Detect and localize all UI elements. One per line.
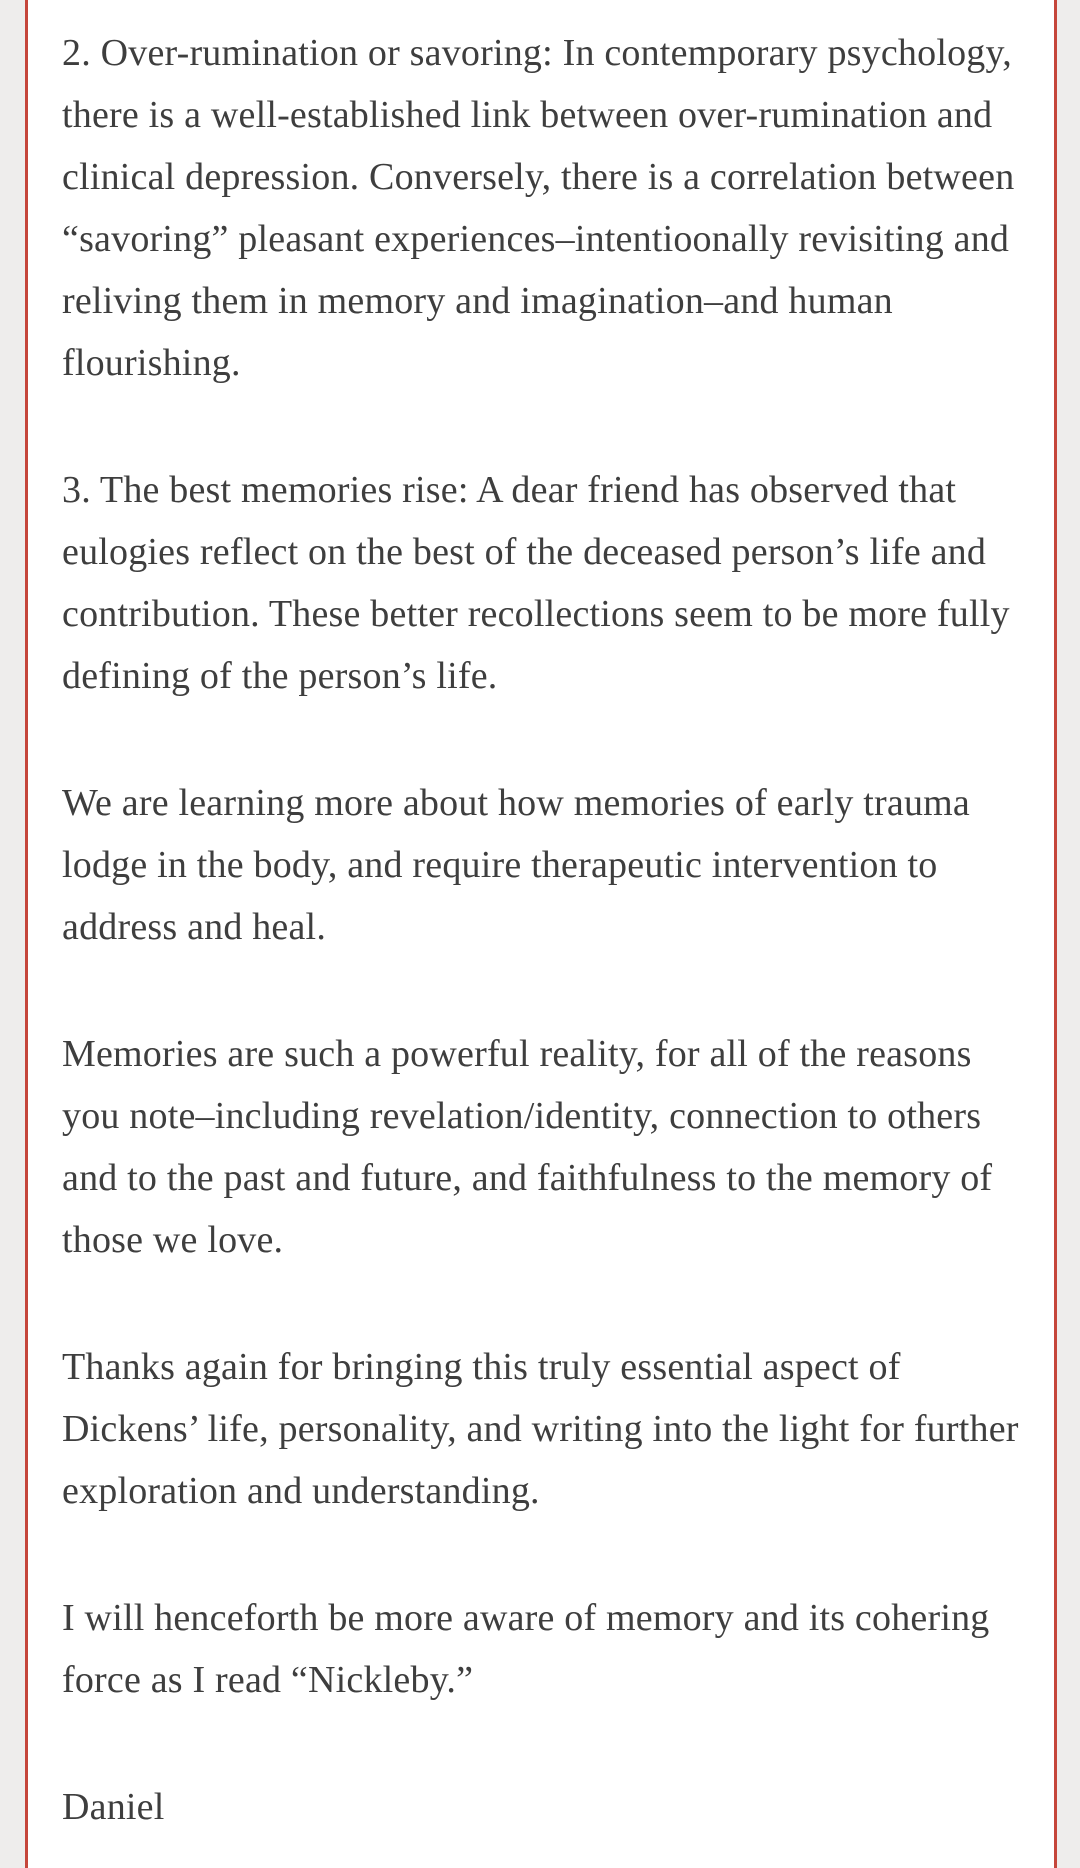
comment-paragraph: I will henceforth be more aware of memory and its cohering force as I read “Nickleby.” [62,1597,990,1701]
comment-paragraph: Memories are such a powerful reality, for all of the reasons you note–including revelation/identity, connection to others and to the past and future, and faithfulness to the memory of those we love. [62,1033,993,1261]
comment-paragraph: 2. Over-rumination or savoring: In contemporary psychology, there is a well-established link between over-rumination and clinical depression. Conversely, there is a correlation between “savoring” pleasant experiences–intentioonally revisiting and reliving them in memory and imagination–and human flourishing. [62,32,1015,384]
comment-paragraph: Thanks again for bringing this truly essential aspect of Dickens’ life, personality, and writing into the light for further exploration and understanding. [62,1346,1019,1512]
comment-signature: Daniel [62,1786,165,1828]
comment-paragraph: 3. The best memories rise: A dear friend has observed that eulogies reflect on the best of the deceased person’s life and contribution. These better recollections seem to be more fully defining of the person’s life. [62,469,1010,697]
comment-paragraph: We are learning more about how memories of early trauma lodge in the body, and require therapeutic intervention to address and heal. [62,782,970,948]
comment-card [25,0,1057,1868]
